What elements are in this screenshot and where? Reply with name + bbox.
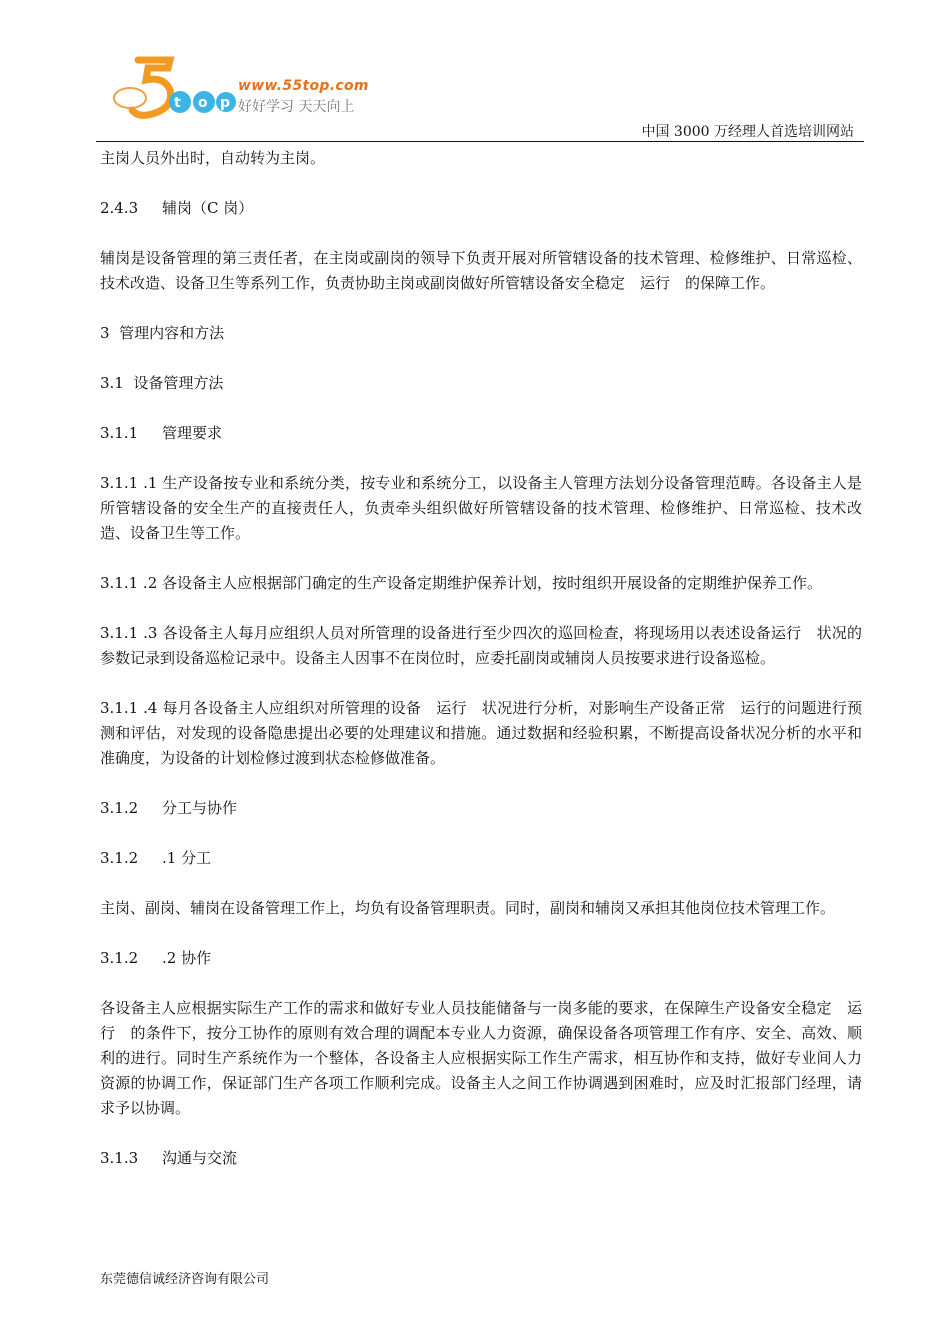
- svg-text:o: o: [198, 95, 208, 111]
- header-divider: [96, 141, 864, 142]
- section-heading: 3.1.3 沟通与交流: [100, 1149, 238, 1167]
- body-paragraph: 主岗、副岗、辅岗在设备管理工作上，均负有设备管理职责。同时，副岗和辅岗又承担其他岗位技术管理工作。: [100, 899, 836, 917]
- body-paragraph: 辅岗是设备管理的第三责任者，在主岗或副岗的领导下负责开展对所管辖设备的技术管理、检修维护、日常巡检、技术改造、设备卫生等系列工作，负责协助主岗或副岗做好所管辖设备安全稳定 运行 的保障工作。: [100, 249, 862, 292]
- section-heading: 3 管理内容和方法: [100, 324, 225, 342]
- logo-url: www.55top.com: [238, 78, 369, 94]
- section-heading: 3.1.1 管理要求: [100, 424, 223, 442]
- body-paragraph: 3.1.1 .2 各设备主人应根据部门确定的生产设备定期维护保养计划，按时组织开展设备的定期维护保养工作。: [100, 574, 823, 592]
- body-paragraph: 3.1.1 .4 每月各设备主人应组织对所管理的设备 运行 状况进行分析，对影响生产设备正常 运行的问题进行预测和评估，对发现的设备隐患提出必要的处理建议和措施。通过数据和经验积累，不断提高设备状况分析的水平和准确度，为设备的计划检修过渡到状态检修做准备。: [100, 699, 862, 767]
- svg-text:p: p: [220, 95, 231, 111]
- logo-mark-icon: [108, 52, 238, 124]
- body-paragraph: 3.1.1 .1 生产设备按专业和系统分类，按专业和系统分工，以设备主人管理方法划分设备管理范畴。各设备主人是所管辖设备的安全生产的直接责任人，负责牵头组织做好所管辖设备的技术管理、检修维护、日常巡检、技术改造、设备卫生等工作。: [100, 474, 862, 542]
- site-logo: [108, 52, 398, 124]
- section-heading: 3.1 设备管理方法: [100, 374, 224, 392]
- body-paragraph: 各设备主人应根据实际生产工作的需求和做好专业人员技能储备与一岗多能的要求，在保障生产设备安全稳定 运行 的条件下，按分工协作的原则有效合理的调配本专业人力资源，确保设备各项管理工作有序、安全、高效、顺利的进行。同时生产系统作为一个整体，各设备主人应根据实际工作生产需求，相互协作和支持，做好专业间人力资源的协调工作，保证部门生产各项工作顺利完成。设备主人之间工作协调遇到困难时，应及时汇报部门经理，请求予以协调。: [100, 999, 862, 1117]
- svg-text:t: t: [174, 95, 181, 111]
- page-footer: 东莞德信诚经济咨询有限公司: [100, 1272, 270, 1287]
- section-heading: 3.1.2 .2 协作: [100, 949, 212, 967]
- document-body: [100, 146, 862, 1196]
- page-header: [0, 0, 950, 145]
- section-heading: 3.1.2 .1 分工: [100, 849, 212, 867]
- body-paragraph: 主岗人员外出时，自动转为主岗。: [100, 149, 326, 167]
- section-heading: 2.4.3 辅岗（C 岗）: [100, 199, 254, 217]
- section-heading: 3.1.2 分工与协作: [100, 799, 238, 817]
- body-paragraph: 3.1.1 .3 各设备主人每月应组织人员对所管理的设备进行至少四次的巡回检查，将现场用以表述设备运行 状况的参数记录到设备巡检记录中。设备主人因事不在岗位时，应委托副岗或辅岗人员按要求进行设备巡检。: [100, 624, 862, 667]
- site-tagline: 中国 3000 万经理人首选培训网站: [641, 124, 854, 140]
- logo-slogan: 好好学习 天天向上: [238, 99, 355, 115]
